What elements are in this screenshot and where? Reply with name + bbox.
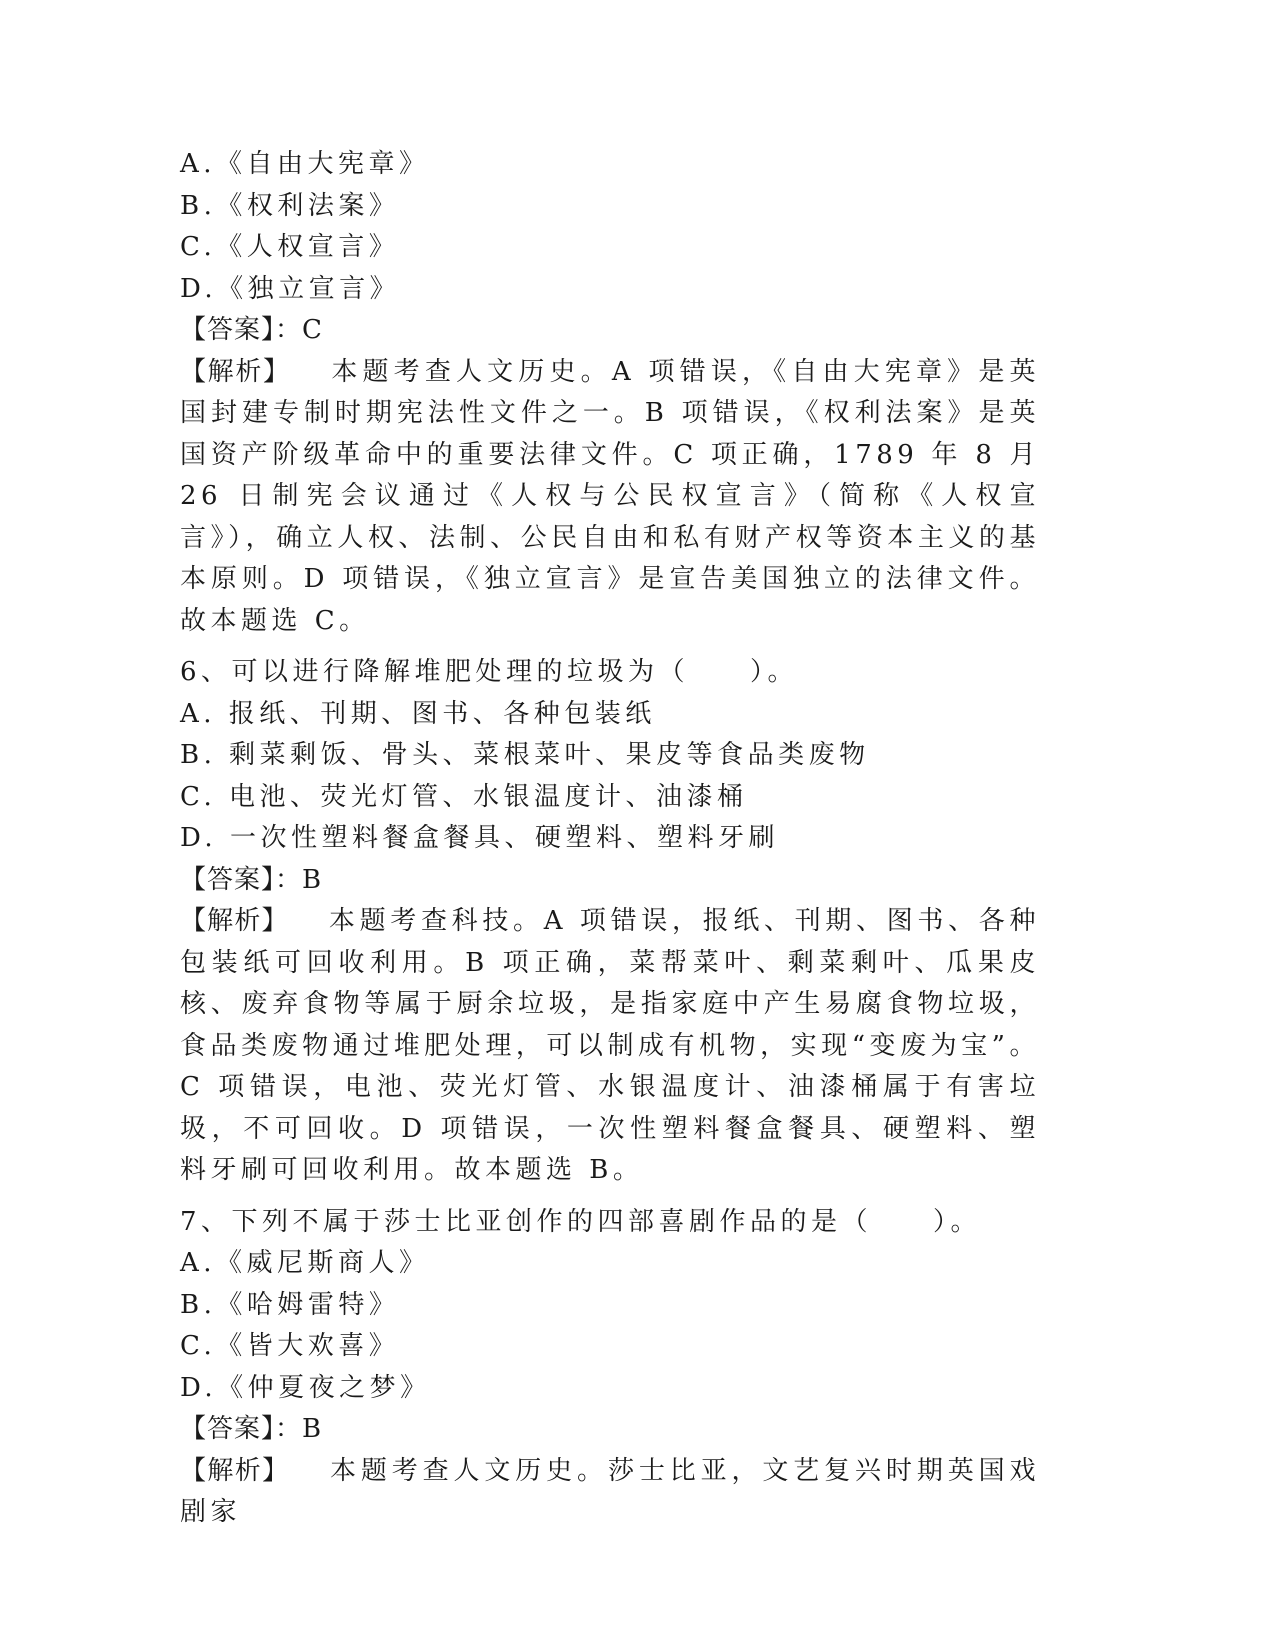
analysis-label: 【解析】 bbox=[180, 356, 291, 387]
q5-option-c: C.《人权宣言》 bbox=[180, 232, 400, 262]
q6-option-c: C. 电池、荧光灯管、水银温度计、油漆桶 bbox=[180, 781, 748, 812]
q6-option-a: A. 报纸、刊期、图书、各种包装纸 bbox=[180, 698, 656, 729]
answer-value: C bbox=[302, 315, 327, 345]
answer-label: 【答案】： bbox=[180, 1414, 303, 1444]
q7-option-a: A.《威尼斯商人》 bbox=[180, 1248, 430, 1278]
analysis-text: 本题考查人文历史。A 项错误，《自由大宪章》是英国封建专制时期宪法性文件之一。B 项错误，《权利法案》是英国资产阶级革命中的重要法律文件。C 项正确，1789 年 8 月 26 日制宪会议通过《人权与公民权宣言》（简称《人权宣言》），确立人权、法制、公民自由和私有财产权等资本主义的基本原则。D 项错误，《独立宣言》是宣告美国独立的法律文件。故本题选 C。 bbox=[180, 356, 1040, 636]
q5-answer bbox=[180, 310, 1080, 352]
analysis-text: 本题考查科技。A 项错误，报纸、刊期、图书、各种包装纸可回收利用。B 项正确，菜帮菜叶、剩菜剩叶、瓜果皮核、废弃食物等属于厨余垃圾，是指家庭中产生易腐食物垃圾，食品类废物通过堆肥处理，可以制成有机物，实现“变废为宝”。C 项错误，电池、荧光灯管、水银温度计、油漆桶属于有害垃圾，不可回收。D 项错误，一次性塑料餐盒餐具、硬塑料、塑料牙刷可回收利用。故本题选 B。 bbox=[180, 906, 1040, 1185]
answer-value: B bbox=[302, 864, 326, 895]
document-page bbox=[180, 144, 1080, 1534]
q6-answer bbox=[180, 860, 1080, 902]
q6-option-d: D. 一次性塑料餐盒餐具、硬塑料、塑料牙刷 bbox=[180, 823, 779, 853]
analysis-label: 【解析】 bbox=[180, 1455, 290, 1486]
q7-option-d: D.《仲夏夜之梦》 bbox=[180, 1372, 431, 1403]
q6-analysis bbox=[180, 901, 1040, 1192]
answer-label: 【答案】： bbox=[180, 315, 303, 345]
q5-option-b: B.《权利法案》 bbox=[180, 190, 400, 221]
q7-question: 7、下列不属于莎士比亚创作的四部喜剧作品的是（ ）。 bbox=[180, 1206, 982, 1237]
q5-analysis bbox=[180, 352, 1040, 643]
q7-answer bbox=[180, 1409, 1080, 1451]
answer-value: B bbox=[302, 1414, 326, 1444]
analysis-text: 本题考查人文历史。莎士比亚，文艺复兴时期英国戏剧家 bbox=[180, 1455, 1040, 1527]
q6-question: 6、可以进行降解堆肥处理的垃圾为（ ）。 bbox=[180, 657, 799, 687]
q6-option-b: B. 剩菜剩饭、骨头、菜根菜叶、果皮等食品类废物 bbox=[180, 740, 870, 770]
analysis-label: 【解析】 bbox=[180, 906, 289, 936]
q7-option-c: C.《皆大欢喜》 bbox=[180, 1331, 400, 1361]
q5-option-d: D.《独立宣言》 bbox=[180, 273, 401, 304]
q7-option-b: B.《哈姆雷特》 bbox=[180, 1289, 400, 1320]
q5-option-a: A.《自由大宪章》 bbox=[180, 149, 430, 179]
q7-analysis bbox=[180, 1451, 1040, 1534]
answer-label: 【答案】： bbox=[180, 864, 303, 895]
